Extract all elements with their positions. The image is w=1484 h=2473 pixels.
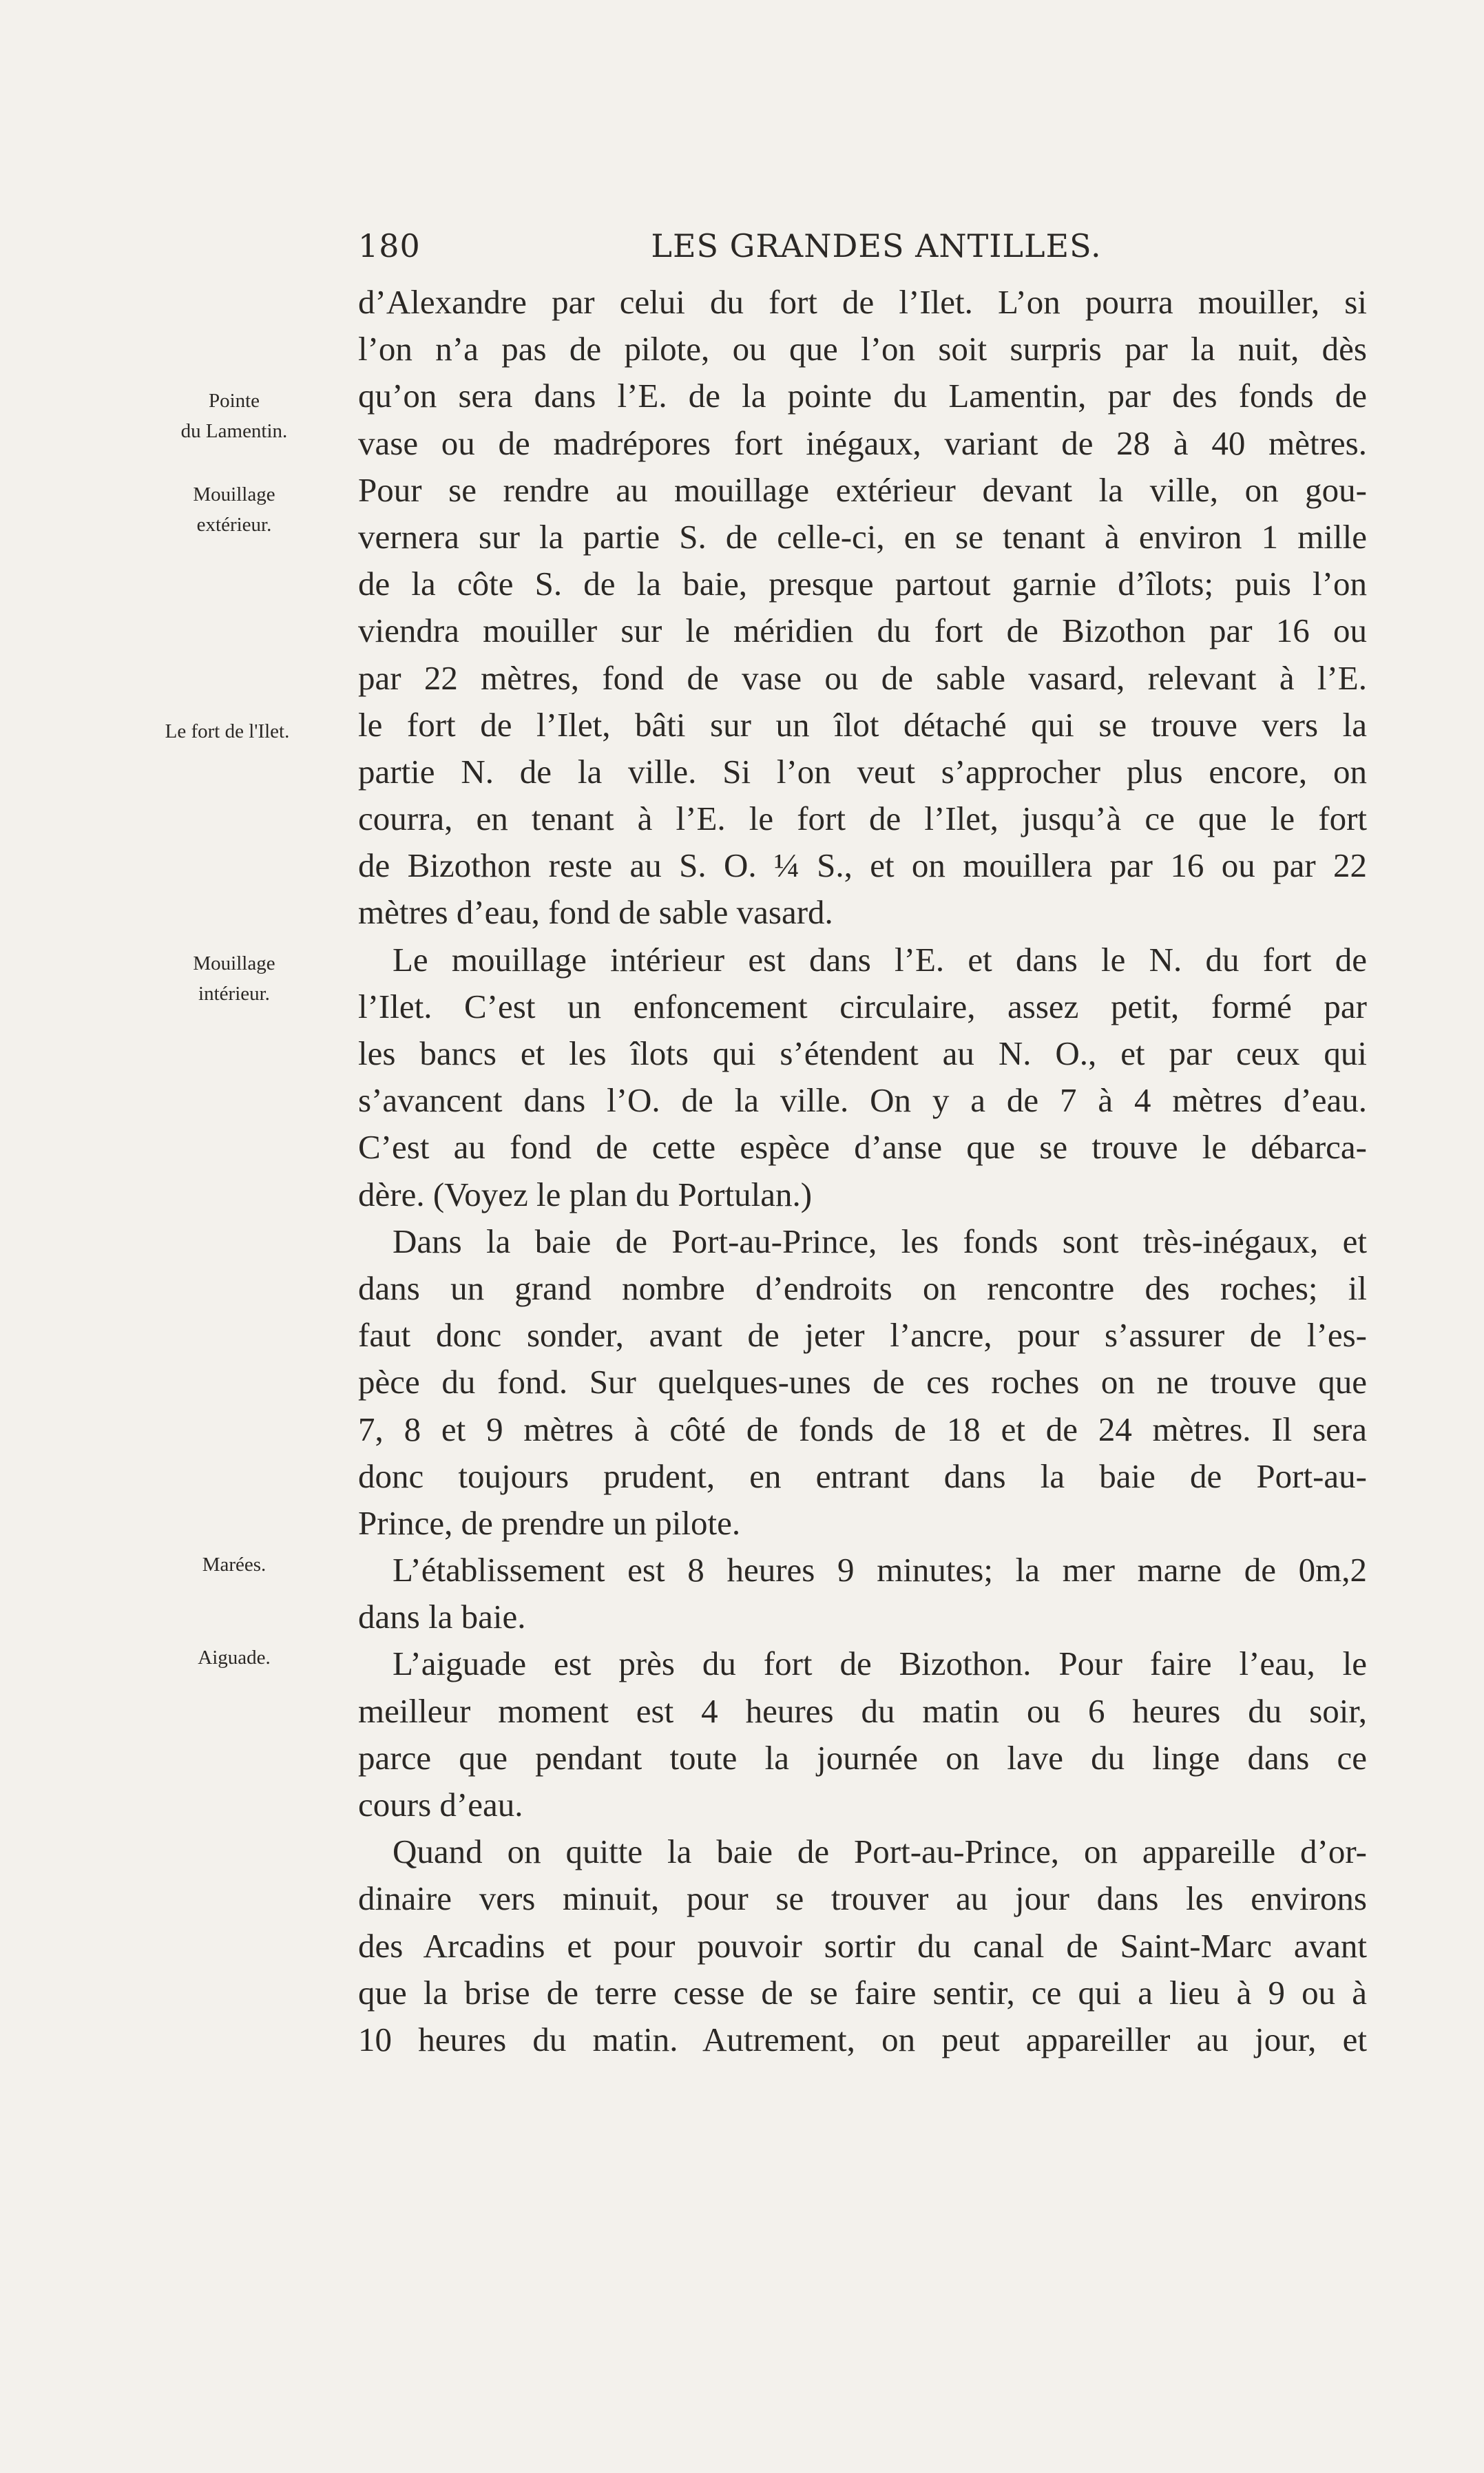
margin-note-line: Marées. [202,1554,267,1576]
text-line: 10 heures du matin. Autrement, on peut appareiller au jour, et [358,2020,1367,2058]
margin-note-line: extérieur. [196,514,272,536]
text-line: Prince, de prendre un pilote. [358,1503,741,1542]
text-line: s’avancent dans l’O. de la ville. On y a de 7 à 4 mètres d’eau. [358,1081,1367,1120]
margin-note-line: Mouillage [193,483,275,505]
text-line: dinaire vers minuit, pour se trouver au jour dans les environs [358,1879,1367,1918]
text-line: l’Ilet. C’est un enfoncement circulaire, assez petit, formé par [358,987,1367,1025]
text-line: vernera sur la partie S. de celle-ci, en se tenant à environ 1 mille [358,517,1367,556]
text-line: donc toujours prudent, en entrant dans la baie de Port-au- [358,1457,1367,1495]
text-line: Dans la baie de Port-au-Prince, les fonds sont très-inégaux, et [393,1222,1367,1260]
margin-note-aiguade [131,1642,337,1673]
text-line: L’établissement est 8 heures 9 minutes; la mer marne de 0m,2 [393,1551,1367,1589]
text-line: de Bizothon reste au S. O. ¼ S., et on mouillera par 16 ou par 22 [358,846,1367,885]
margin-note-line: du Lamentin. [180,420,288,442]
body-text [358,279,1367,2063]
text-line: C’est au fond de cette espèce d’anse que se trouve le débarca- [358,1128,1367,1167]
text-line: pèce du fond. Sur quelques-unes de ces roches on ne trouve que [358,1363,1367,1401]
text-line: des Arcadins et pour pouvoir sortir du canal de Saint-Marc avant [358,1926,1367,1965]
margin-note-fort-ilet [124,716,331,747]
margin-note-marees [131,1549,337,1580]
text-line: de la côte S. de la baie, presque partout garnie d’îlots; puis l’on [358,565,1367,603]
text-line: parce que pendant toute la journée on lave du linge dans ce [358,1738,1367,1777]
text-line: d’Alexandre par celui du fort de l’Ilet. L’on pourra mouiller, si [358,283,1367,321]
page-number: 180 [358,227,421,264]
margin-note-mouillage-exterieur [131,479,337,540]
text-line: viendra mouiller sur le méridien du fort de Bizothon par 16 ou [358,612,1367,650]
margin-note-line: Pointe [208,390,260,412]
text-line: courra, en tenant à l’E. le fort de l’Ilet, jusqu’à ce que le fort [358,800,1367,838]
text-line: partie N. de la ville. Si l’on veut s’approcher plus encore, on [358,752,1367,791]
text-line: Pour se rendre au mouillage extérieur devant la ville, on gou- [358,470,1367,509]
text-line: que la brise de terre cesse de se faire sentir, ce qui a lieu à 9 ou à [358,1973,1367,2012]
margin-note-pointe-lamentin [131,386,337,446]
text-line: Le mouillage intérieur est dans l’E. et dans le N. du fort de [393,940,1367,979]
text-line: meilleur moment est 4 heures du matin ou 6 heures du soir, [358,1691,1367,1730]
margin-note-line: intérieur. [198,983,270,1005]
text-line: qu’on sera dans l’E. de la pointe du Lamentin, par des fonds de [358,377,1367,415]
text-line: faut donc sonder, avant de jeter l’ancre, pour s’assurer de l’es- [358,1316,1367,1355]
margin-note-line: Aiguade. [198,1647,271,1669]
running-header [358,227,1367,269]
text-line: mètres d’eau, fond de sable vasard. [358,893,833,932]
text-line: les bancs et les îlots qui s’étendent au N. O., et par ceux qui [358,1034,1367,1072]
margin-note-line: Le fort de l'Ilet. [165,720,290,742]
page-title: LES GRANDES ANTILLES. [651,227,1102,264]
text-line: l’on n’a pas de pilote, ou que l’on soit surpris par la nuit, dès [358,330,1367,368]
text-line: 7, 8 et 9 mètres à côté de fonds de 18 et de 24 mètres. Il sera [358,1410,1367,1448]
text-line: L’aiguade est près du fort de Bizothon. Pour faire l’eau, le [393,1645,1367,1683]
text-line: le fort de l’Ilet, bâti sur un îlot détaché qui se trouve vers la [358,705,1367,744]
text-line: vase ou de madrépores fort inégaux, variant de 28 à 40 mètres. [358,424,1367,462]
margin-note-line: Mouillage [193,952,275,974]
text-line: Quand on quitte la baie de Port-au-Prince, on appareille d’or- [393,1833,1367,1871]
text-line: dans la baie. [358,1598,526,1636]
text-line: dère. (Voyez le plan du Portulan.) [358,1175,813,1213]
text-line: par 22 mètres, fond de vase ou de sable vasard, relevant à l’E. [358,658,1367,697]
text-line: dans un grand nombre d’endroits on rencontre des roches; il [358,1269,1367,1307]
margin-note-mouillage-interieur [131,948,337,1009]
text-line: cours d’eau. [358,1786,523,1824]
